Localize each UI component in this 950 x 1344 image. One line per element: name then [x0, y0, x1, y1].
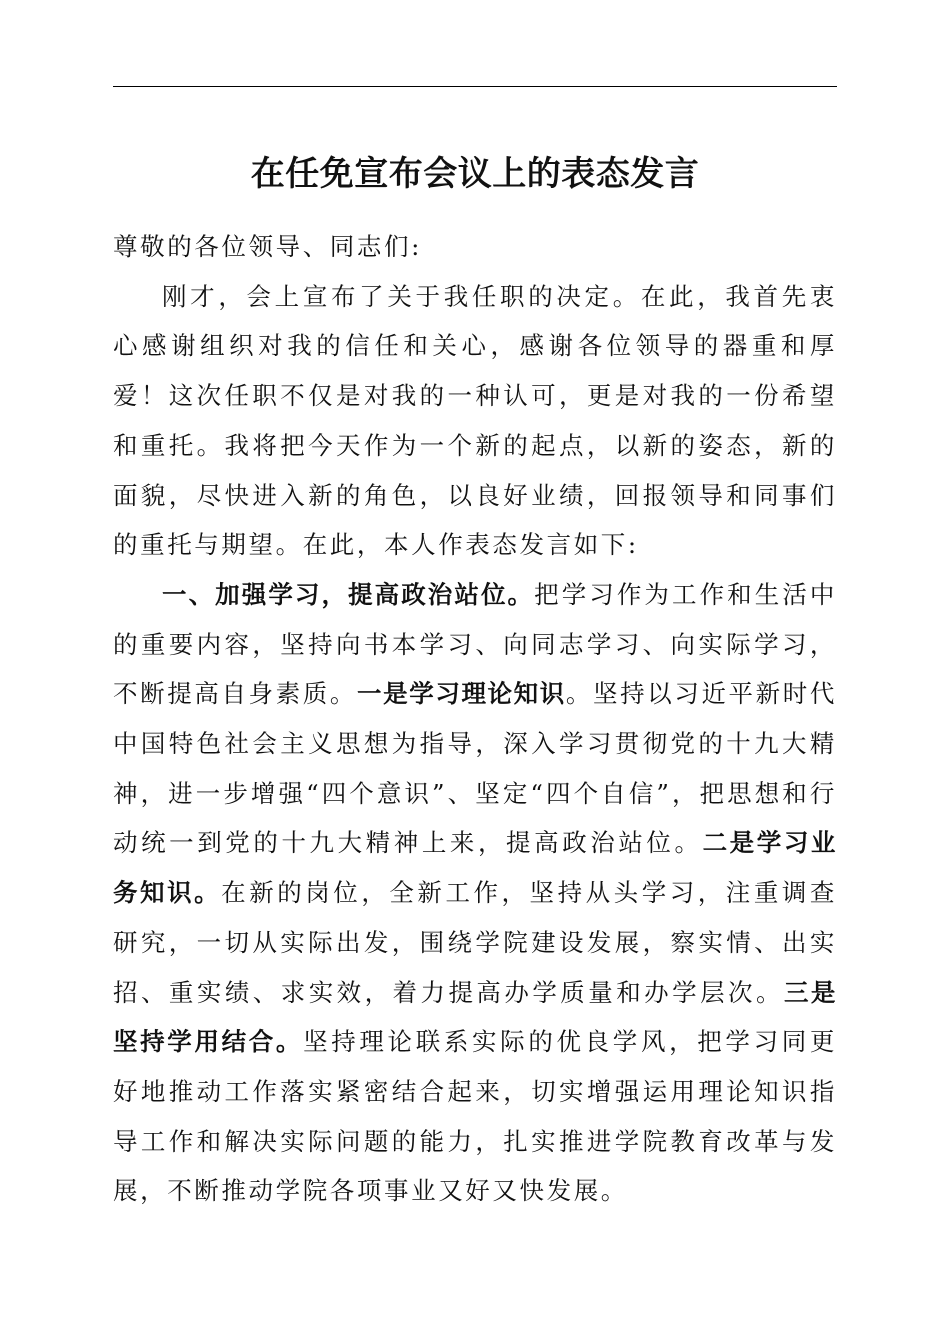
- section1-lead-text: 把学习作为工作和生活中的重要内容，坚持向书本学习、向同志学习、向实际学习，不断提高自身素质。: [113, 579, 837, 709]
- point3-text: 坚持理论联系实际的优良学风，把学习同更好地推动工作落实紧密结合起来，切实增强运用理论知识指导工作和解决实际问题的能力，扎实推进学院教育改革与发展，不断推动学院各项事业又好又快发展。: [113, 1027, 837, 1206]
- point2-label: 二是学习业务知识。: [113, 828, 837, 908]
- header-rule: [113, 86, 837, 87]
- point1-text: 。坚持以习近平新时代中国特色社会主义思想为指导，深入学习贯彻党的十九大精神，进一步增强“四个意识”、坚定“四个自信”，把思想和行动统一到党的十九大精神上来，提高政治站位。: [113, 679, 837, 858]
- section1-paragraph: [113, 570, 837, 1216]
- point3-label: 三是坚持学用结合。: [113, 977, 837, 1057]
- intro-paragraph: 刚才，会上宣布了关于我任职的决定。在此，我首先衷心感谢组织对我的信任和关心，感谢各位领导的器重和厚爱！这次任职不仅是对我的一种认可，更是对我的一份希望和重托。我将把今天作为一个新的起点，以新的姿态，新的面貌，尽快进入新的角色，以良好业绩，回报领导和同事们的重托与期望。在此，本人作表态发言如下:: [113, 281, 837, 560]
- section1-heading: 一、加强学习，提高政治站位。: [162, 579, 535, 609]
- point1-label: 一是学习理论知识: [357, 679, 566, 709]
- point2-text: 在新的岗位，全新工作，坚持从头学习，注重调查研究，一切从实际出发，围绕学院建设发展，察实情、出实招、重实绩、求实效，着力提高办学质量和办学层次。: [113, 878, 838, 1007]
- document-body: [113, 222, 837, 1216]
- document-title: 在任免宣布会议上的表态发言: [250, 154, 700, 194]
- salutation: 尊敬的各位领导、同志们:: [113, 232, 422, 261]
